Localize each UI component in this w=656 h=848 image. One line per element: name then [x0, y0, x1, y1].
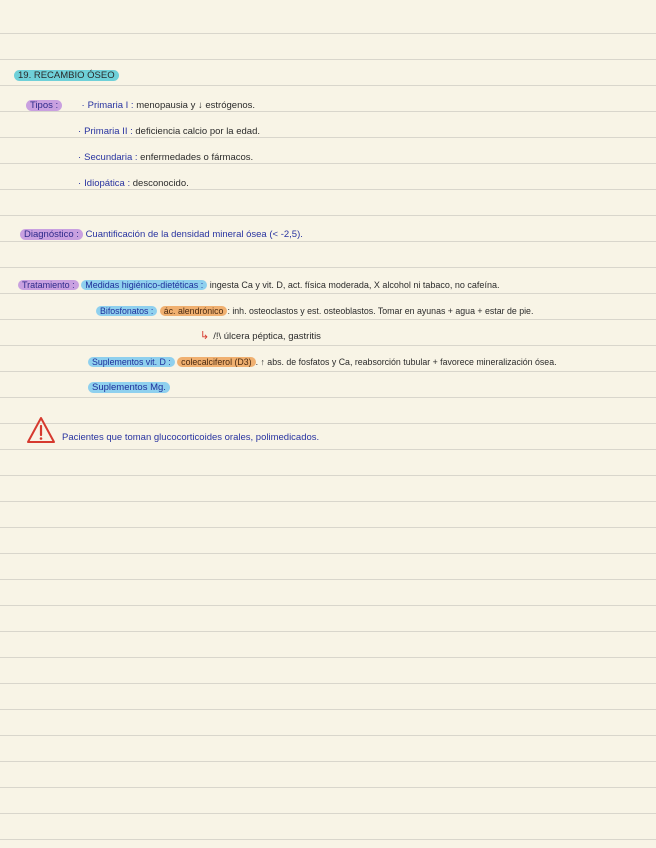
- tipos-row-3: [78, 151, 253, 165]
- medidas-text: ingesta Ca y vit. D, act. física moderada, X alcohol ni tabaco, no cafeína.: [209, 280, 500, 290]
- tipos-row-4: [78, 177, 189, 191]
- bullet: ·: [81, 100, 85, 111]
- tratamiento-row-3: [200, 329, 321, 344]
- bifosfonatos-text: : inh. osteoclastos y est. osteoblastos. Tomar en ayunas + agua + estar de pie.: [227, 306, 534, 316]
- tratamiento-label: Tratamiento :: [18, 280, 79, 290]
- bifosfonatos-warning: /!\ úlcera péptica, gastritis: [213, 331, 321, 342]
- tipo-desc: menopausia y ↓ estrógenos.: [136, 100, 256, 111]
- warning-row: [62, 431, 319, 445]
- section-title: 19. RECAMBIO ÓSEO: [14, 70, 119, 81]
- bifosfonatos-drug: ác. alendrónico: [160, 306, 228, 316]
- mg-label: Suplementos Mg.: [88, 382, 170, 393]
- diagnostico-text: Cuantificación de la densidad mineral ósea (< -2,5).: [85, 229, 303, 240]
- tipo-desc: deficiencia calcio por la edad.: [135, 126, 261, 137]
- warning-text: Pacientes que toman glucocorticoides orales, polimedicados.: [62, 432, 320, 443]
- tipo-desc: desconocido.: [132, 178, 189, 189]
- vitd-label: Suplementos vit. D :: [88, 357, 175, 367]
- warning-triangle-icon: [26, 416, 56, 444]
- medidas-label: Medidas higiénico-dietéticas :: [81, 280, 207, 290]
- tipo-name: Idiopática :: [84, 178, 131, 189]
- diagnostico-label: Diagnóstico :: [20, 229, 83, 240]
- tipo-desc: enfermedades o fármacos.: [140, 152, 254, 163]
- section-title-row: [14, 69, 119, 83]
- tratamiento-row-4: [88, 355, 557, 369]
- arrow-down-right-icon: ↳: [200, 330, 210, 342]
- tipo-name: Secundaria :: [84, 152, 138, 163]
- bifosfonatos-label: Bifosfonatos :: [96, 306, 157, 316]
- vitd-drug: colecalciferol (D3): [177, 357, 255, 367]
- tipos-row-1: [26, 99, 255, 113]
- tipos-label: Tipos :: [26, 100, 62, 111]
- bullet: ·: [78, 178, 82, 189]
- tipos-row-2: [78, 125, 260, 139]
- tratamiento-row-1: [18, 278, 499, 292]
- tratamiento-row-5: [88, 381, 170, 395]
- tipo-name: Primaria II :: [84, 126, 133, 137]
- diagnostico-row: [20, 228, 303, 242]
- tratamiento-row-2: [96, 304, 533, 318]
- bullet: ·: [78, 126, 82, 137]
- bullet: ·: [78, 152, 82, 163]
- vitd-text: . ↑ abs. de fosfatos y Ca, reabsorción tubular + favorece mineralización ósea.: [255, 357, 557, 367]
- tipo-name: Primaria I :: [87, 100, 134, 111]
